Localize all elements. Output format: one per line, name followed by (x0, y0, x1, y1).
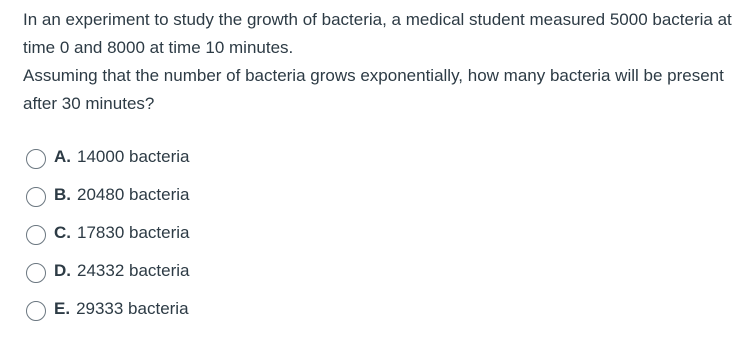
option-a-value: 14000 bacteria (77, 147, 190, 166)
option-e[interactable] (26, 290, 426, 328)
option-a[interactable] (26, 138, 426, 176)
option-d[interactable] (26, 252, 426, 290)
option-b-letter: B. (54, 185, 71, 204)
option-b-label (54, 184, 189, 206)
option-b[interactable] (26, 176, 426, 214)
radio-button-a[interactable] (26, 149, 46, 169)
question-text (23, 6, 751, 118)
radio-button-e[interactable] (26, 301, 46, 321)
option-c-label (54, 222, 189, 244)
radio-button-d[interactable] (26, 263, 46, 283)
radio-button-c[interactable] (26, 225, 46, 245)
option-c-letter: C. (54, 223, 71, 242)
question-paragraph-2: Assuming that the number of bacteria grows exponentially, how many bacteria will be present after 30 minutes? (23, 66, 724, 113)
option-e-letter: E. (54, 299, 71, 318)
answer-options (26, 138, 426, 328)
option-c-value: 17830 bacteria (77, 223, 190, 242)
question-paragraph-1: In an experiment to study the growth of bacteria, a medical student measured 5000 bacteria at time 0 and 8000 at time 10 minutes. (23, 10, 732, 57)
option-b-value: 20480 bacteria (77, 185, 190, 204)
option-e-value: 29333 bacteria (76, 299, 189, 318)
option-c[interactable] (26, 214, 426, 252)
option-e-label (54, 298, 189, 320)
option-a-letter: A. (54, 147, 71, 166)
option-a-label (54, 146, 189, 168)
option-d-letter: D. (54, 261, 71, 280)
option-d-value: 24332 bacteria (77, 261, 190, 280)
option-d-label (54, 260, 189, 282)
radio-button-b[interactable] (26, 187, 46, 207)
